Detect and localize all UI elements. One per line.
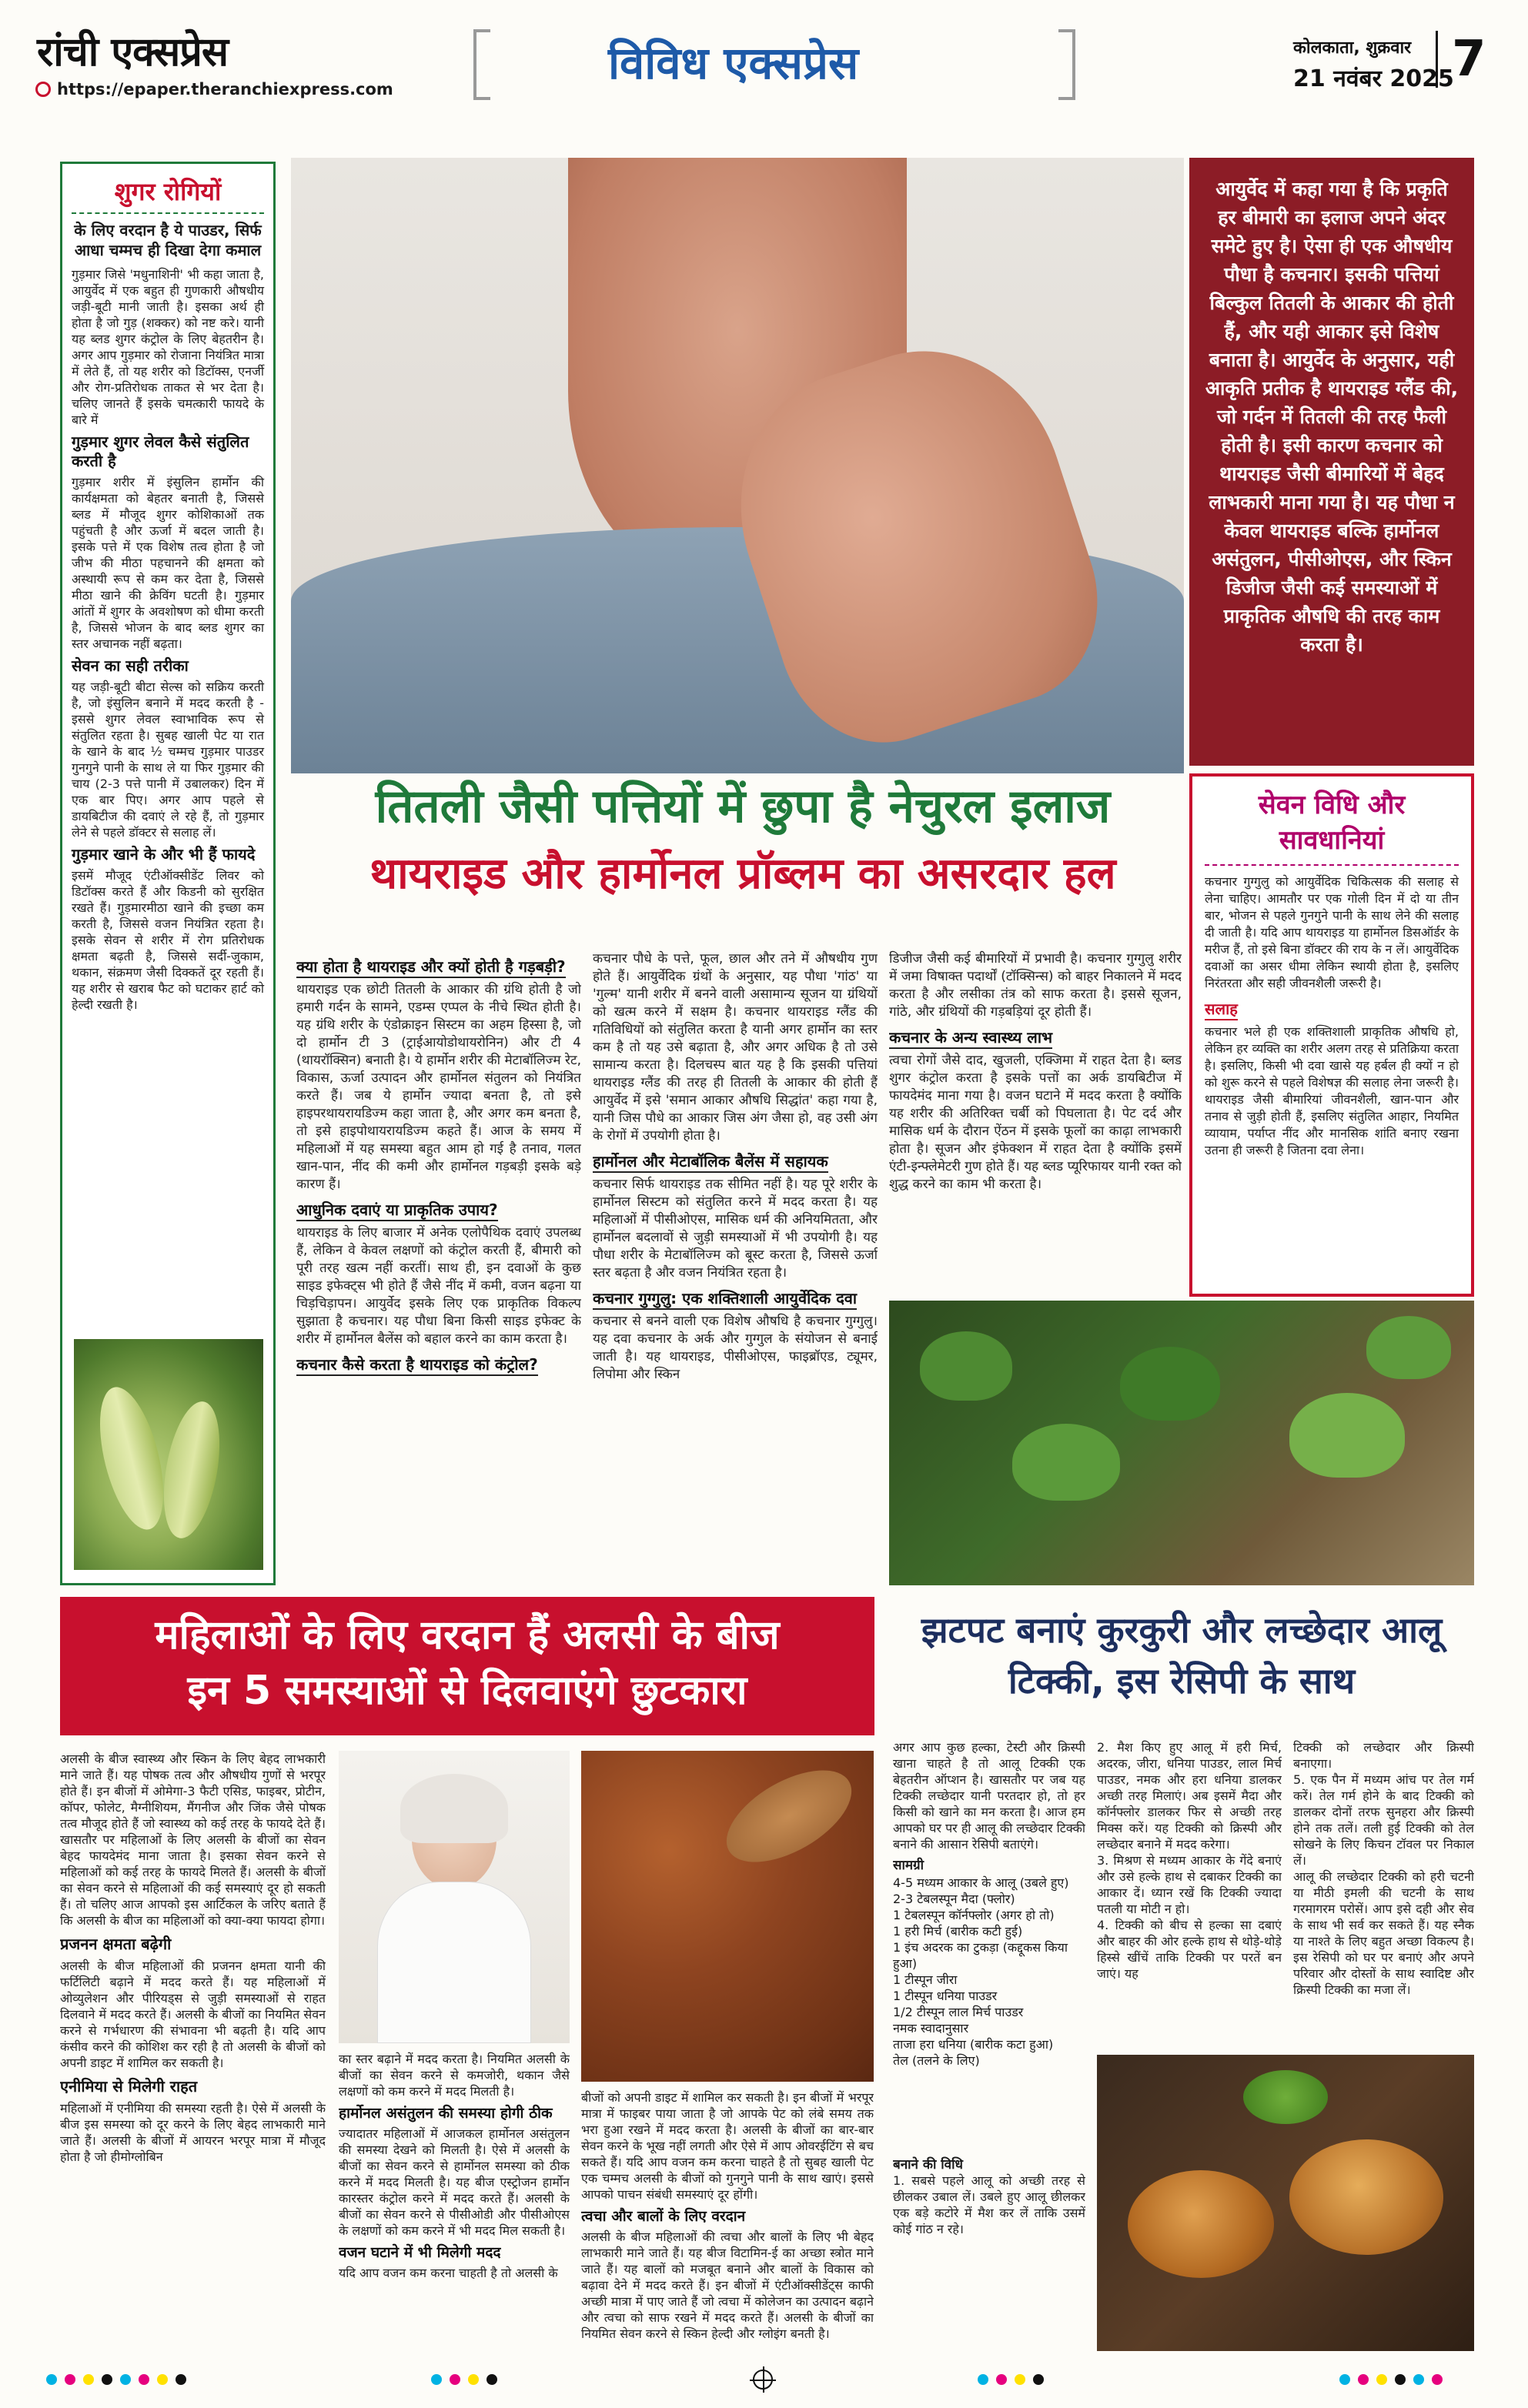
- leaf: [1012, 1424, 1120, 1501]
- flax-para-5: ज्यादातर महिलाओं में आजकल हार्मोनल असंतुलन की समस्या देखने को मिलती है। ऐसे में अलसी के बीजों का सेवन करने से हार्मोनल समस्या को ठीक करने में मदद मिलती है। यह बीज एस्ट्रोजन हार्मोन कारस्तर कंट्रोल करने में मदद करते हैं। अलसी के बीजों का सेवन करने से पीसीओडी और पीसीओएस के लक्षणों को कम करने में भी मदद मिल सकती है।: [339, 2126, 570, 2238]
- flax-col-1: [60, 1751, 326, 2347]
- caution-sub: सलाह: [1205, 998, 1238, 1020]
- color-dot: [1413, 2374, 1424, 2385]
- color-dot: [157, 2374, 168, 2385]
- main-sub-2: आधुनिक दवाएं या प्राकृतिक उपाय?: [296, 1200, 498, 1221]
- wooden-spoon: [712, 1752, 867, 1881]
- main-headline-1: तितली जैसी पत्तियों में छुपा है नेचुरल इलाज: [375, 780, 1111, 833]
- flax-sub-4: वजन घटाने में भी मिलेगी मदद: [339, 2244, 501, 2261]
- tikki-intro: अगर आप कुछ हल्का, टेस्टी और क्रिस्पी खाना चाहते है तो आलू टिक्की एक बेहतरीन ऑप्शन है। खासतौर पर जब यह टिक्की लच्छेदार यानी परतदार हो, तो हर किसी को खाने का मन करता है। आज हम आपको घर पर ही आलू की लच्छेदार टिक्की बनाने की आसान रेसिपी बताएंगे।: [893, 1740, 1085, 1852]
- color-dot: [176, 2374, 186, 2385]
- tikki-col-3: [1293, 1739, 1474, 2043]
- flax-sub-1: प्रजनन क्षमता बढ़ेगी: [60, 1935, 172, 1953]
- main-col-3: [889, 950, 1182, 1320]
- main-para-7: त्वचा रोगों जैसे दाद, खुजली, एक्जिमा में राहत देता है। ब्लड शुगर कंट्रोल करता है इसके पत्तों का अर्क डायबिटीज में फायदेमंद माना गया है। वजन घटाने में मदद करता है क्योंकि यह शरीर की अतिरिक्त चर्बी को पिघलाता है। पेट दर्द और मासिक धर्म के दौरान ऐंठन में इसके फूलों का काढ़ा लाभकारी होता है। सूजन और इंफेक्शन में राहत देता है क्योंकि इसमें एंटी-इन्फ्लेमेटरी गुण होते हैं। यह ब्लड प्यूरिफायर यानी रक्त को शुद्ध करने का काम भी करता है।: [889, 1053, 1182, 1192]
- tikki-method-2: 2. मैश किए हुए आलू में हरी मिर्च, अदरक, जीरा, धनिया पाउडर, लाल मिर्च पाउडर, नमक और हरा धनिया डालकर अच्छी तरह मिलाएं। अब इसमें मैदा और कॉर्नफ्लोर डालकर फिर से अच्छी तरह मिक्स करें। यह टिक्की को क्रिस्पी और लच्छेदार बनाने में मदद करेगा।: [1097, 1740, 1282, 1852]
- color-dot: [978, 2374, 988, 2385]
- dateline-date: 21 नवंबर 2025: [1293, 65, 1454, 92]
- page-number: 7: [1436, 31, 1486, 88]
- flax-para-6: यदि आप वजन कम करना चाहती है तो अलसी के: [339, 2266, 558, 2280]
- ayurveda-box: [1189, 158, 1474, 766]
- main-para-5: कचनार से बनने वाली एक विशेष औषधि है कचनार गुग्गुलु। यह दवा कचनार के अर्क और गुग्गुल के संयोजन से बनाई जाती है। यह थायराइड, पीसीओएस, फाइब्रॉएड, ट्यूमर, लिपोमा और स्किन: [593, 1314, 878, 1382]
- left-para-4: इसमें मौजूद एंटीऑक्सीडेंट लिवर को डिटॉक्स करते हैं और किडनी को सुरक्षित रखते हैं। गुड़मारमीठा खाने की इच्छा कम करती है, जिससे वजन नियंत्रित रहता है। इसके सेवन से शरीर में रोग प्रतिरोधक क्षमता बढ़ती है, जिससे सर्दी-जुकाम, थकान, संक्रमण जैसी दिक्कतें दूर रहती हैं। यह शरीर से खराब फैट को घटाकर हार्ट को हेल्दी रखती है।: [72, 868, 264, 1012]
- ingredient-item: तेल (तलने के लिए): [893, 2053, 980, 2068]
- leaf: [920, 1331, 1012, 1401]
- color-dot: [1358, 2374, 1369, 2385]
- flax-headline-1: महिलाओं के लिए वरदान हैं अलसी के बीज: [155, 1612, 780, 1658]
- tikki-method-4: 4. टिक्की को बीच से हल्का सा दबाएं और बाहर की ओर हल्के हाथ से थोड़े-थोड़े हिस्से खींचें ताकि टिक्की पर परतें बन जाएं। यह: [1097, 1918, 1282, 1981]
- main-sub-4: हार्मोनल और मेटाबॉलिक बैलेंस में सहायक: [593, 1151, 828, 1173]
- ingredient-item: 1 टीस्पून जीरा: [893, 1972, 958, 1987]
- gudmar-pod: [88, 1381, 176, 1535]
- green-chutney: [1243, 2070, 1328, 2124]
- main-sub-3: कचनार कैसे करता है थायराइड को कंट्रोल?: [296, 1354, 538, 1376]
- flax-seeds-photo: [581, 1751, 874, 2082]
- color-dot: [1395, 2374, 1406, 2385]
- main-col-1: [296, 950, 581, 1581]
- color-dot: [486, 2374, 497, 2385]
- flax-para-1: अलसी के बीज स्वास्थ्य और स्किन के लिए बेहद लाभकारी माने जाते हैं। यह पोषक तत्व और औषधीय गुणों से भरपूर होते हैं। इन बीजों में ओमेगा-3 फैटी एसिड, फाइबर, प्रोटीन, कॉपर, फोलेट, मैग्नीशियम, मैंगनीज और जिंक जैसे पोषक तत्व मौजूद होते हैं जो स्वास्थ्य को कई तरह के फायदे देते हैं। खासतौर पर महिलाओं के लिए अलसी के बीजों का सेवन बेहद फायदेमंद माना जाता है। इसका सेवन करने से महिलाओं को कई तरह के फायदे मिलते हैं। अलसी के बीजों का सेवन करने से महिलाओं की कई समस्याएं दूर हो सकती हैं। तो चलिए आज आपको इस आर्टिकल के जरिए बताते हैं कि अलसी के बीज का महिलाओं को क्या-क्या फायदा होगा।: [60, 1752, 326, 1928]
- ingredient-item: नमक स्वादानुसार: [893, 2021, 969, 2036]
- ingredient-item: 4-5 मध्यम आकार के आलू (उबले हुए): [893, 1875, 1069, 1890]
- tikki-headline: झटपट बनाएं कुरकुरी और लच्छेदार आलू टिक्की, इस रेसिपी के साथ: [921, 1609, 1443, 1702]
- left-tag: शुगर रोगियों: [72, 175, 264, 214]
- main-para-6: डिजीज जैसी कई बीमारियों में प्रभावी है। कचनार गुग्गुलु शरीर में जमा विषाक्त पदार्थों (टॉक्सिन्स) को बाहर निकालने में मदद करता है और लसीका तंत्र को साफ करता है। इससे सूजन, गांठे, और ग्रंथियों की गड़बड़ियां दूर होती हैं।: [889, 951, 1182, 1020]
- tikki-col-1: [893, 1739, 1085, 2155]
- dateline-city: कोलकाता, शुक्रवार: [1293, 38, 1412, 58]
- main-para-2: थायराइड के लिए बाजार में अनेक एलोपैथिक दवाएं उपलब्ध हैं, लेकिन वे केवल लक्षणों को कंट्रोल करती हैं, बीमारी को पूरी तरह खत्म नहीं करतीं। साथ ही, इन दवाओं के कुछ साइड इफेक्ट्स भी होते हैं जैसे नींद में कमी, वजन बढ़ना या चिड़चिड़ापन। आयुर्वेद इसके लिए एक प्राकृतिक विकल्प सुझाता है कचनार। यह पौधा बिना किसी साइड इफेक्ट के शरीर में हार्मोनल बैलेंस को बहाल करने का काम करता है।: [296, 1225, 581, 1347]
- woman-headache-photo: [339, 1751, 570, 2043]
- registration-dots-center-left: [431, 2374, 497, 2385]
- tikki-ingredients-title: सामग्री: [893, 1858, 924, 1873]
- ingredient-item: 1 इंच अदरक का टुकड़ा (कद्दूकस किया हुआ): [893, 1940, 1068, 1971]
- ingredient-item: 1 हरी मिर्च (बारीक कटी हुई): [893, 1924, 1023, 1939]
- color-dot: [1033, 2374, 1044, 2385]
- main-sub-5: कचनार गुग्गुलु: एक शक्तिशाली आयुर्वेदिक दवा: [593, 1288, 857, 1310]
- caution-para-1: कचनार गुग्गुलु को आयुर्वेदिक चिकित्सक की सलाह से लेना चाहिए। आमतौर पर एक गोली दिन में दो या तीन बार, भोजन से पहले गुनगुने पानी के साथ लेने की सलाह दी जाती है। यदि आप थायराइड या हार्मोनल डिसऑर्डर के मरीज हैं, तो इसे बिना डॉक्टर की राय के न लें। आयुर्वेदिक दवाओं का असर धीमा लेकिन स्थायी होता है, इसलिए निरंतरता और सही जीवनशैली जरूरी है।: [1205, 874, 1459, 990]
- registration-dots-left: [46, 2374, 186, 2385]
- ingredient-item: 1/2 टीस्पून लाल मिर्च पाउडर: [893, 2005, 1024, 2019]
- woman-hair: [400, 1774, 508, 1843]
- flax-para-2: अलसी के बीज महिलाओं की प्रजनन क्षमता यानी की फर्टिलिटी बढ़ाने में मदद करते हैं। यह महिलाओं में ओव्युलेशन और पीरियड्स से जुड़ी समस्याओं से राहत दिलवाने में मदद करते हैं। अलसी के बीजों का नियमित सेवन करने से गर्भधारण की संभावना भी बढ़ती है। यदि आप कंसीव करने की कोशिश कर रही है तो अलसी के बीजों को अपनी डाइट में शामिल कर सकती है।: [60, 1959, 326, 2070]
- color-dot: [1432, 2374, 1443, 2385]
- registration-dots-right: [1339, 2374, 1443, 2385]
- main-sub-6: कचनार के अन्य स्वास्थ्य लाभ: [889, 1027, 1052, 1049]
- caution-para-2: कचनार भले ही एक शक्तिशाली प्राकृतिक औषधि हो, लेकिन हर व्यक्ति का शरीर अलग तरह से प्रतिक्रिया करता है। इसलिए, किसी भी दवा खासे यह हर्बल ही क्यों न हो को शुरू करने से पहले विशेषज्ञ की सलाह लेना जरूरी है। थायराइड जैसी बीमारियां जीवनशैली, खान-पान और तनाव से जुड़ी होती हैं, इसलिए संतुलित आहार, नियमित व्यायाम, पर्याप्त नींद और मानसिक शांति बनाए रखना उतना ही जरूरी है जितना दवा लेना।: [1205, 1024, 1459, 1157]
- left-para-3: यह जड़ी-बूटी बीटा सेल्स को सक्रिय करती है, जो इंसुलिन बनाने में मदद करती है - इससे शुगर लेवल स्वाभाविक रूप से संतुलित रहता है। सुबह खाली पेट या रात के खाने के बाद ½ चम्मच गुड़मार पाउडर गुनगुने पानी के साथ ले या फिर गुड़मार की चाय (2-3 पत्ते पानी में उबालकर) दिन में एक बार पिए। अगर आप पहले से डायबिटीज की दवाएं ले रहे हैं, तो गुड़मार लेने से पहले डॉक्टर से सलाह लें।: [72, 680, 264, 840]
- flax-headline-2: इन 5 समस्याओं से दिलवाएंगे छुटकारा: [187, 1668, 747, 1714]
- bracket-left: [473, 29, 490, 100]
- main-para-3: कचनार पौधे के पत्ते, फूल, छाल और तने में औषधीय गुण होते हैं। आयुर्वेदिक ग्रंथों के अनुसार, यह पौधा 'गांठ' या 'गुल्म' यानी शरीर में बनने वाली असामान्य सूजन या ग्रंथियों को खत्म करने में सक्षम है। कचनार थायराइड ग्लैंड की गतिविधियों को संतुलित करता है यानी अगर हार्मोन का स्तर कम है तो यह उसे बढ़ाता है, और अगर अधिक है तो उसे सामान्य करता है। दिलचस्प बात यह है कि इसकी पत्तियां थायराइड ग्लैंड की तरह ही तितली के आकार की होती हैं आयुर्वेद में इसे 'समान आकार औषधि सिद्धांत' कहा गया है, यानी जिस पौधे का आकार जिस अंग जैसा हो, वह उसी अंग के रोगों में उपयोगी होता है।: [593, 951, 878, 1144]
- color-dot: [120, 2374, 131, 2385]
- flax-headline-banner: [60, 1597, 874, 1735]
- caution-box: [1189, 773, 1474, 1297]
- main-headline-2: थायराइड और हार्मोनल प्रॉब्लम का असरदार हल: [369, 849, 1116, 899]
- left-headline: के लिए वरदान है ये पाउडर, सिर्फ आधा चम्मच ही दिखा देगा कमाल: [74, 221, 262, 259]
- main-para-4: कचनार सिर्फ थायराइड तक सीमित नहीं है। यह पूरे शरीर के हार्मोनल सिस्टम को संतुलित करने में मदद करता है। यह महिलाओं में पीसीओएस, मासिक धर्म की अनियमितता, और हार्मोनल बदलावों से जुड़ी समस्याओं में भी उपयोगी है। यह पौधा शरीर के मेटाबॉलिज्म को बूस्ट करता है, जिससे ऊर्जा स्तर बढ़ता है और वजन नियंत्रित रहता है।: [593, 1177, 878, 1281]
- color-dot: [1376, 2374, 1387, 2385]
- color-dot: [139, 2374, 149, 2385]
- bracket-right: [1058, 29, 1075, 100]
- woman-body: [377, 1882, 531, 2043]
- left-para-2: गुड़मार शरीर में इंसुलिन हार्मोन की कार्यक्षमता को बेहतर बनाती है, जिससे ब्लड में मौजूद शुगर कोशिकाओं तक पहुंचती है और ऊर्जा में बदल जाती है। इसके पत्ते में एक विशेष तत्व होता है जो जीभ की मीठा पहचानने की क्षमता को अस्थायी रूप से कम कर देता है, जिससे मीठा खाने की क्रेविंग घटती है। गुड़मार आंतों में शुगर के अवशोषण को धीमा करती है, जिससे भोजन के बाद ब्लड शुगर का स्तर अचानक नहीं बढ़ता।: [72, 475, 264, 651]
- ingredient-item: ताजा हरा धनिया (बारीक कटा हुआ): [893, 2037, 1054, 2052]
- crosshair-icon: [753, 2370, 773, 2390]
- color-dot: [450, 2374, 460, 2385]
- leaf: [1366, 1316, 1451, 1379]
- flax-para-7: बीजों को अपनी डाइट में शामिल कर सकती है। इन बीजों में भरपूर मात्रा में फाइबर पाया जाता है जो आपके पेट को लंबे समय तक भरा हुआ रखने में मदद करता है। अलसी के बीजों का बार-बार सेवन करने के भूख नहीं लगती और ऐसे में आप ओवरईटिंग से बच सकते हैं। यदि आप वजन कम करना चाहते है तो सुबह खाली पेट एक चम्मच अलसी के बीजों को गुनगुने पानी के साथ खाएं। इससे आपको पाचन संबंधी समस्याएं दूर होंगी।: [581, 2090, 874, 2202]
- globe-icon: [35, 82, 51, 97]
- registration-dots-center-right: [978, 2374, 1044, 2385]
- gudmar-pod: [155, 1398, 229, 1543]
- flax-para-4: का स्तर बढ़ाने में मदद करता है। नियमित अलसी के बीजों का सेवन करने से कमजोरी, थकान जैसे लक्षणों को कम करने में मदद मिलती है।: [339, 2052, 570, 2099]
- section-title: विविध एक्सप्रेस: [608, 37, 859, 89]
- tikki-method-1: 1. सबसे पहले आलू को अच्छी तरह से छीलकर उबाल लें। उबले हुए आलू छीलकर एक बड़े कटोरे में मैश कर लें ताकि उसमें कोई गांठ न रहे।: [893, 2173, 1085, 2236]
- flax-para-8: अलसी के बीज महिलाओं की त्वचा और बालों के लिए भी बेहद लाभकारी माने जाते हैं। यह बीज विटामिन-ई का अच्छा स्त्रोत माने जाते हैं। यह बालों को मजबूत बनाने और बालों के विकास को बढ़ावा देने में मदद करते हैं। इन बीजों में एंटीऑक्सीडेंट्स काफी अच्छी मात्रा में पाए जाते हैं जो त्वचा में कोलेजन का उत्पादन बढ़ाने और त्वचा को साफ रखने में मदद करते हैं। अलसी के बीजों का नियमित सेवन करने से स्किन हेल्दी और ग्लोइंग बनती है।: [581, 2229, 874, 2341]
- ingredient-item: 1 टेबलस्पून कॉर्नफ्लोर (अगर हो तो): [893, 1908, 1055, 1922]
- crosshair-line: [750, 2380, 776, 2381]
- flax-para-3: महिलाओं में एनीमिया की समस्या रहती है। ऐसे में अलसी के बीज इस समस्या को दूर करने के लिए बेहद लाभकारी माने जाते हैं। अलसी के बीजों में आयरन भरपूर मात्रा में मौजूद होता है जो हीमोग्लोबिन: [60, 2101, 326, 2164]
- kachnar-plant-photo: [889, 1301, 1474, 1585]
- flax-sub-5: त्वचा और बालों के लिए वरदान: [581, 2208, 746, 2225]
- caution-title: सेवन विधि और सावधानियां: [1205, 787, 1459, 866]
- color-dot: [431, 2374, 442, 2385]
- color-dot: [65, 2374, 75, 2385]
- ingredient-item: 1 टीस्पून धनिया पाउडर: [893, 1989, 998, 2003]
- leaf: [1289, 1393, 1405, 1478]
- color-dot: [46, 2374, 57, 2385]
- tikki-photo: [1097, 2055, 1474, 2351]
- color-dot: [1339, 2374, 1350, 2385]
- left-sub-3: गुड़मार खाने के और भी हैं फायदे: [72, 845, 256, 863]
- epaper-link[interactable]: https://epaper.theranchiexpress.com: [57, 80, 393, 99]
- color-dot: [1015, 2374, 1025, 2385]
- tikki-method-6: आलू की लच्छेदार टिक्की को हरी चटनी या मीठी इमली की चटनी के साथ गरमागरम परोसें। आप इसे दही और सेव के साथ भी सर्व कर सकते हैं। यह स्नैक या नाश्ते के लिए बहुत अच्छा विकल्प है। इस रेसिपी को घर पर बनाएं और अपने परिवार और दोस्तों के साथ स्वादिष्ट और क्रिस्पी टिक्की का मजा लें।: [1293, 1869, 1474, 1997]
- main-sub-1: क्या होता है थायराइड और क्यों होती है गड़बड़ी?: [296, 957, 566, 978]
- color-dot: [468, 2374, 479, 2385]
- tikki-method-title: बनाने की विधि: [893, 2157, 963, 2173]
- thyroid-neck-photo: [291, 158, 1184, 773]
- tikki-col-2: [1097, 1739, 1282, 2043]
- tikki-method-4b: टिक्की को लच्छेदार और क्रिस्पी बनाएगा।: [1293, 1740, 1474, 1771]
- left-sub-2: सेवन का सही तरीका: [72, 656, 189, 675]
- ingredients-list: [893, 1875, 1085, 2069]
- tikki-col-1b: [893, 2155, 1085, 2351]
- ingredient-item: 2-3 टेबलस्पून मैदा (फ्लोर): [893, 1892, 1015, 1906]
- tikki-patty: [1128, 2170, 1274, 2278]
- flax-sub-3: हार्मोनल असंतुलन की समस्या होगी ठीक: [339, 2105, 553, 2122]
- leaf: [1120, 1347, 1220, 1421]
- tikki-method-5: 5. एक पैन में मध्यम आंच पर तेल गर्म करें। तेल गर्म होने के बाद टिक्की को डालकर दोनों तरफ सुनहरा और क्रिस्पी होने तक तलें। तली हुई टिक्की को तेल सोखने के लिए किचन टॉवल पर निकाल लें।: [1293, 1772, 1474, 1868]
- flax-sub-2: एनीमिया से मिलेगी राहत: [60, 2077, 198, 2096]
- brand-logo[interactable]: रांची एक्सप्रेस: [37, 28, 229, 75]
- left-para-1: गुड़मार जिसे 'मधुनाशिनी' भी कहा जाता है, आयुर्वेद में एक बहुत ही गुणकारी औषधीय जड़ी-बूटी मानी जाती है। इसका अर्थ ही होता है जो गुड़ (शक्कर) को नष्ट करे। यानी यह ब्लड शुगर कंट्रोल के लिए बेहतरीन है। अगर आप गुड़मार को रोजाना नियंत्रित मात्रा में लेते हैं, तो यह शरीर को डिटॉक्स, एनर्जी और रोग-प्रतिरोधक ताकत से भर देता है। चलिए जानते हैं इसके चमत्कारी फायदे के बारे में: [72, 267, 264, 427]
- color-dot: [102, 2374, 112, 2385]
- main-col-2: [593, 950, 878, 1581]
- gudmar-photo: [74, 1339, 263, 1570]
- main-para-1: थायराइड एक छोटी तितली के आकार की ग्रंथि होती है जो हमारी गर्दन के सामने, एडम्स एप्पल के नीचे स्थित होती है। यह ग्रंथि शरीर के एंडोक्राइन सिस्टम का अहम हिस्सा है, जो दो हार्मोन टी 3 (ट्राईआयोडोथायरोनिन) और टी 4 (थायरॉक्सिन) बनाती है। ये हार्मोन शरीर की मेटाबॉलिज्म रेट, विकास, ऊर्जा उत्पादन और हार्मोनल संतुलन को नियंत्रित करते हैं। जब ये हार्मोन ज्यादा बनता है, तो इसे हाइपरथायरायडिज्म कहा जाता है, और अगर कम बनता है, तो इसे हाइपोथायरायडिज्म कहते हैं। आज के समय में महिलाओं में यह समस्या बहुत आम हो गई है तनाव, गलत खान-पान, नींद की कमी और हार्मोनल गड़बड़ी इसके बड़े कारण हैं।: [296, 982, 581, 1192]
- ayurveda-text: आयुर्वेद में कहा गया है कि प्रकृति हर बीमारी का इलाज अपने अंदर समेटे हुए है। ऐसा ही एक औषधीय पौधा है कचनार। इसकी पत्तियां बिल्कुल तितली के आकार की होती हैं, और यही आकार इसे विशेष बनाता है। आयुर्वेद के अनुसार, यही आकृति प्रतीक है थायराइड ग्लैंड की, जो गर्दन में तितली की तरह फैली होती है। इसी कारण कचनार को थायराइड जैसी बीमारियों में बेहद लाभकारी माना गया है। यह पौधा न केवल थायराइड बल्कि हार्मोनल असंतुलन, पीसीओएस, और स्किन डिजीज जैसी कई समस्याओं में प्राकृतिक औषधि की तरह काम करता है।: [1205, 178, 1459, 656]
- color-dot: [83, 2374, 94, 2385]
- flax-col-3: [581, 2089, 874, 2351]
- color-dot: [996, 2374, 1007, 2385]
- flax-col-2: [339, 2051, 570, 2351]
- tikki-method-3: 3. मिश्रण से मध्यम आकार के गेंदे बनाएं और उसे हल्के हाथ से दबाकर टिक्की का आकार दें। ध्यान रखें कि टिक्की ज्यादा पतली या मोटी न हो।: [1097, 1853, 1282, 1916]
- tikki-patty: [1289, 2139, 1443, 2255]
- masthead: [0, 0, 1528, 123]
- left-sub-1: गुड़मार शुगर लेवल कैसे संतुलित करती है: [72, 433, 249, 470]
